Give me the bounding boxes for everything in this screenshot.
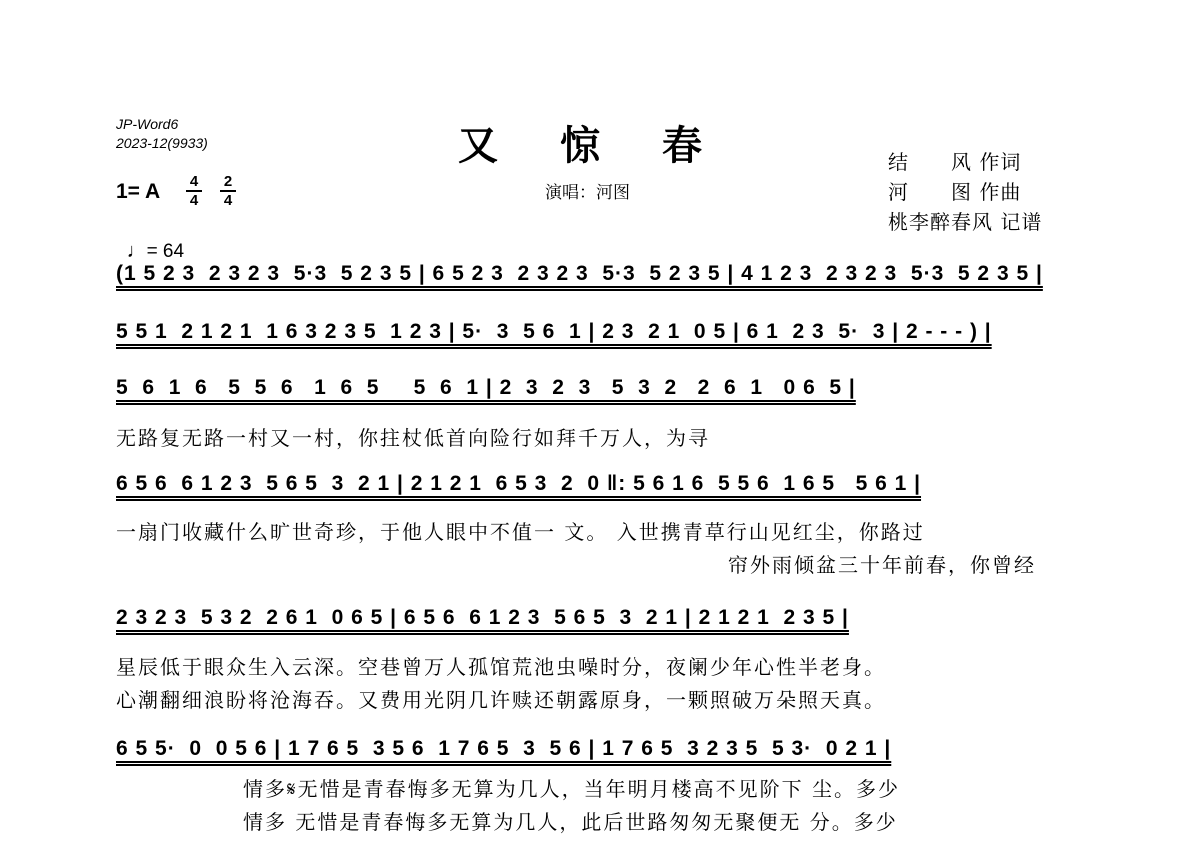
time-signature-2-4 — [220, 174, 236, 208]
lyric-line: 帘外雨倾盆三十年前春，你曾经 — [728, 553, 1036, 577]
composer-credit: 河 图 作曲 — [888, 180, 1022, 204]
time-sig-numerator: 4 — [189, 173, 199, 190]
lyric-line: 情多 无惜是青春悔多无算为几人，此后世路匆匆无聚便无 分。多少 — [243, 810, 898, 834]
lyric-line: 一扇门收藏什么旷世奇珍，于他人眼中不值一 文。 入世携青草行山见红尘，你路过 — [116, 520, 925, 544]
singer-credit: 演唱：河图 — [545, 183, 630, 203]
date-code-label: 2023-12(9933) — [116, 135, 208, 151]
song-title: 又惊春 — [458, 122, 764, 169]
notation-line: 5 5 1 2 1 2 1 1 6 3 2 3 5 1 2 3 | 5· 3 5 6 1 | 2 3 2 1 0 5 | 6 1 2 3 5· 3 | 2 - - - ) | — [116, 320, 992, 343]
lyric-line: 星辰低于眼众生入云深。空巷曾万人孤馆荒池虫噪时分，夜阑少年心性半老身。 — [116, 655, 886, 679]
time-signature-4-4 — [186, 174, 202, 208]
time-sig-denominator: 4 — [223, 192, 233, 209]
time-sig-denominator: 4 — [189, 192, 199, 209]
tempo-marking — [116, 218, 184, 263]
time-sig-numerator: 2 — [223, 173, 233, 190]
lyric-line: 心潮翻细浪盼将沧海吞。又费用光阴几许赎还朝露原身，一颗照破万朵照天真。 — [116, 688, 886, 712]
notation-line: 6 5 6 6 1 2 3 5 6 5 3 2 1 | 2 1 2 1 6 5 3 2 0 ‖: 5 6 1 6 5 5 6 1 6 5 5 6 1 | — [116, 472, 922, 495]
key-signature: 1= A — [116, 180, 161, 203]
notation-line: 6 5 5· 0 0 5 6 | 1 7 6 5 3 5 6 1 7 6 5 3 5 6 | 1 7 6 5 3 2 3 5 5 3· 0 2 1 | — [116, 737, 892, 760]
transcriber-credit: 桃李醉春风 记谱 — [888, 210, 1043, 234]
software-label: JP-Word6 — [116, 116, 179, 132]
tempo-value: = 64 — [146, 241, 185, 262]
notation-line: (1 5 2 3 2 3 2 3 5·3 5 2 3 5 | 6 5 2 3 2 3 2 3 5·3 5 2 3 5 | 4 1 2 3 2 3 2 3 5·3 5 2 3 5 | — [116, 262, 1043, 285]
notation-line: 2 3 2 3 5 3 2 2 6 1 0 6 5 | 6 5 6 6 1 2 3 5 6 5 3 2 1 | 2 1 2 1 2 3 5 | — [116, 606, 849, 629]
quarter-note-icon: ♩ — [126, 240, 147, 262]
lyric-line: 情多𝄋无惜是青春悔多无算为几人，当年明月楼高不见阶下 尘。多少 — [243, 777, 900, 801]
lyric-line: 无路复无路一村又一村，你拄杖低首向险行如拜千万人，为寻 — [116, 426, 710, 450]
lyricist-credit: 结 风 作词 — [888, 150, 1022, 174]
notation-line: 5 6 1 6 5 5 6 1 6 5 5 6 1 | 2 3 2 3 5 3 2 2 6 1 0 6 5 | — [116, 376, 856, 399]
